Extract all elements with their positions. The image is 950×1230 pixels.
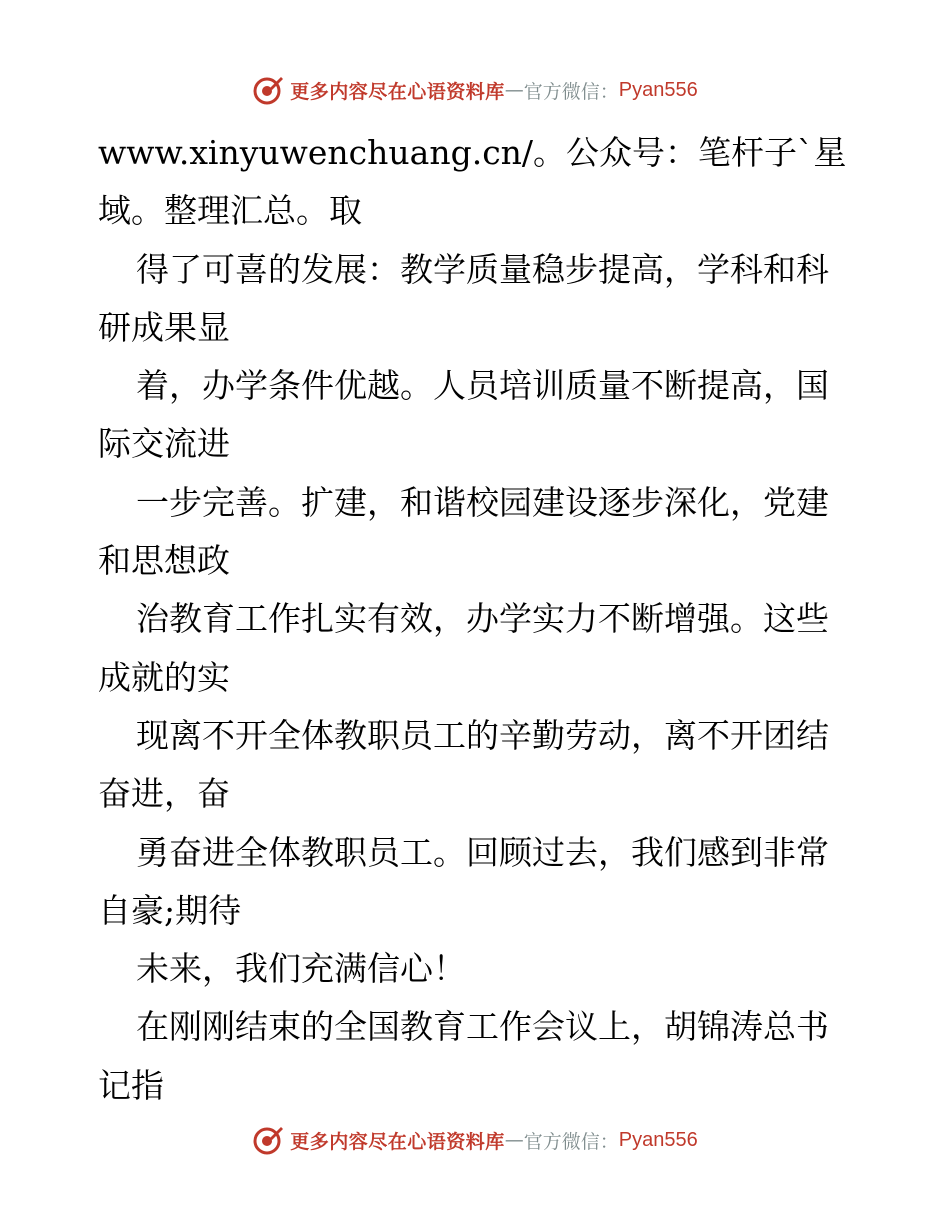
pen-logo-icon: [252, 1124, 284, 1156]
header-banner: [0, 72, 950, 108]
text-line: 际交流进: [98, 424, 230, 464]
footer-banner: [0, 1122, 950, 1158]
text-line: 治教育工作扎实有效，办学实力不断增强。这些: [136, 599, 829, 639]
text-line: 勇奋进全体教职员工。回顾过去，我们感到非常: [136, 832, 829, 872]
text-line: 和思想政: [98, 541, 230, 581]
text-line: 成就的实: [98, 657, 230, 697]
text-line: 域。整理汇总。取: [98, 191, 362, 231]
banner-separator: —: [504, 1129, 524, 1151]
text-line: 研成果显: [98, 307, 230, 347]
text-line: 得了可喜的发展：教学质量稳步提高，学科和科: [136, 249, 829, 289]
text-line: 着，办学条件优越。人员培训质量不断提高，国: [136, 366, 829, 406]
banner-wechat-label: 官方微信：: [523, 80, 619, 103]
text-line: www.xinyuwenchuang.cn/。公众号：笔杆子`星: [98, 133, 847, 172]
banner-wechat-label: 官方微信：: [523, 1130, 619, 1153]
text-line: 未来，我们充满信心！: [136, 949, 466, 989]
banner-wechat-id: Pyan556: [618, 78, 698, 101]
pen-logo-icon: [252, 74, 284, 106]
text-line: 自豪;期待: [98, 890, 242, 930]
document-body: [98, 124, 858, 1115]
banner-separator: —: [504, 79, 524, 101]
text-line: 在刚刚结束的全国教育工作会议上，胡锦涛总书: [136, 1007, 829, 1047]
text-line: 奋进，奋: [98, 774, 230, 814]
banner-site-text: 更多内容尽在心语资料库: [290, 1130, 505, 1153]
text-line: 现离不开全体教职员工的辛勤劳动，离不开团结: [136, 715, 829, 755]
banner-wechat-id: Pyan556: [618, 1128, 698, 1151]
text-line: 记指: [98, 1065, 164, 1105]
text-line: 一步完善。扩建，和谐校园建设逐步深化，党建: [136, 482, 829, 522]
banner-site-text: 更多内容尽在心语资料库: [290, 80, 505, 103]
